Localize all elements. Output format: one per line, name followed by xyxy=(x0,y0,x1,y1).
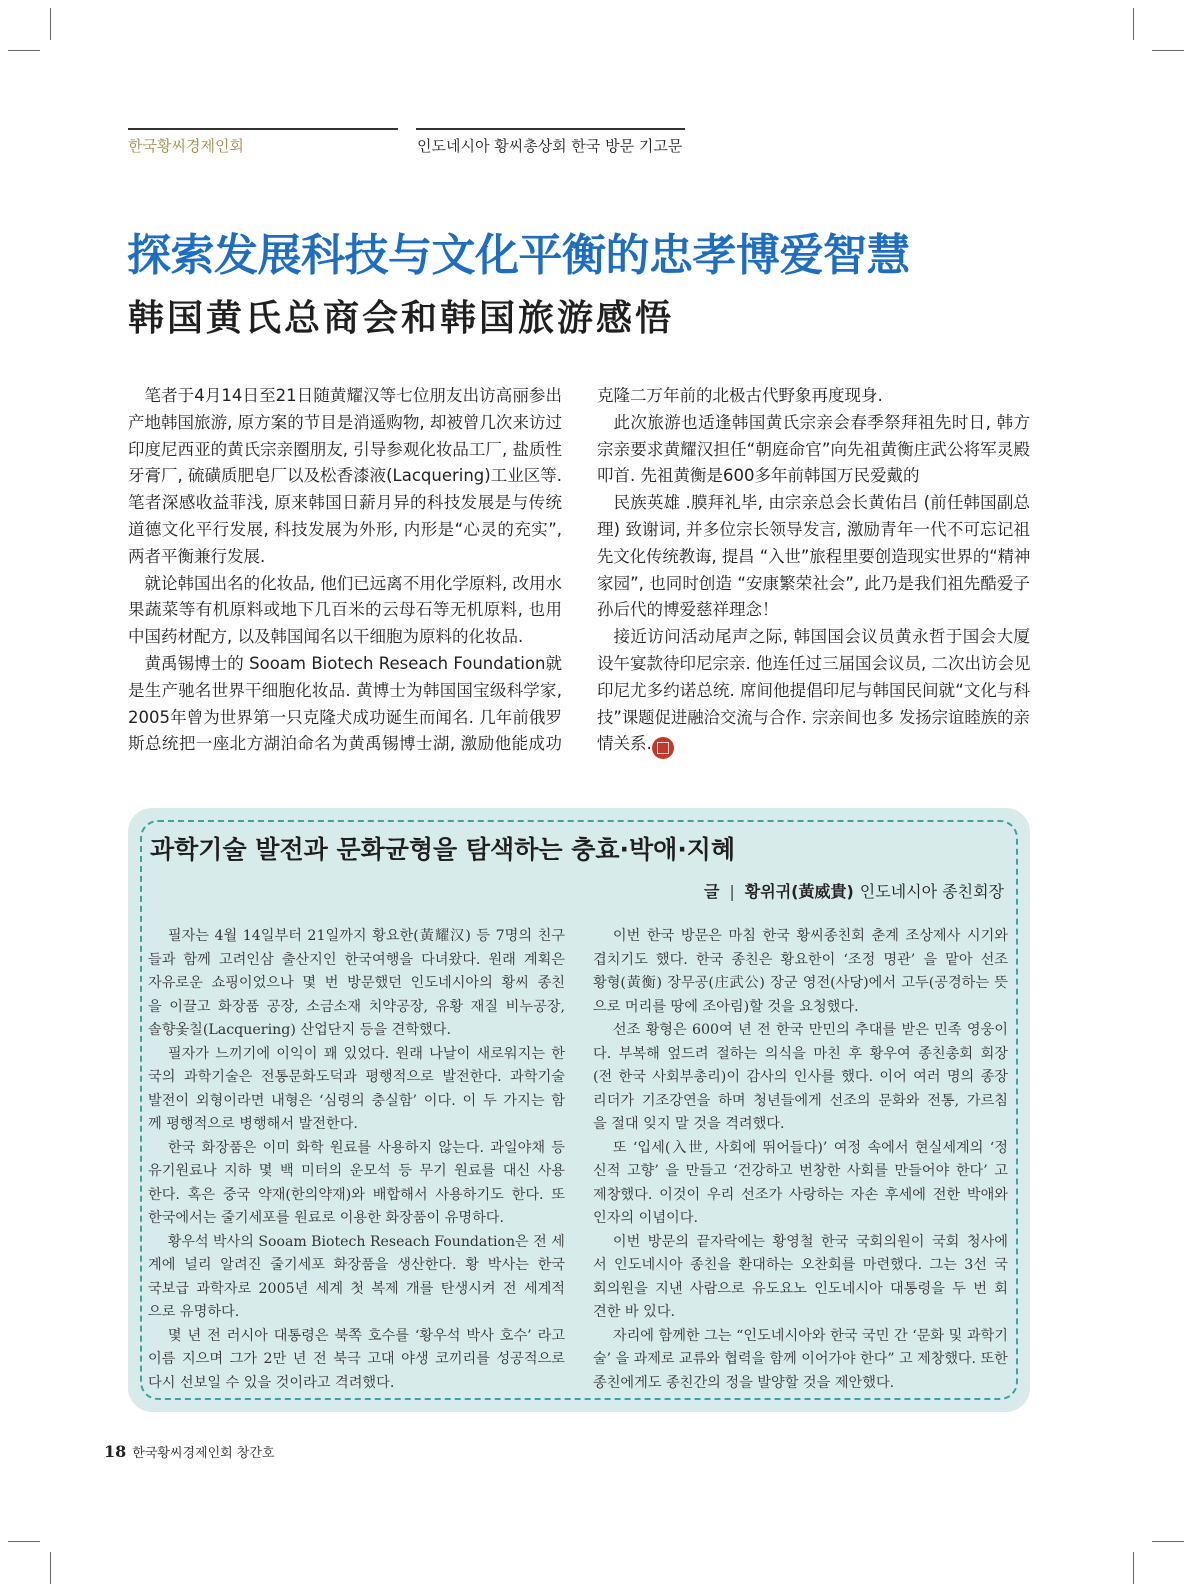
text-line: 종친에게도 종친간의 정을 발양할 것을 제안했다. xyxy=(593,1374,895,1391)
text-line: 就论韩国出名的化妆品, 他们已远离不用化学原料, 改用水 xyxy=(144,573,562,593)
page-footer xyxy=(104,1442,275,1464)
text-line: 또 ‘입세(入世, 사회에 뛰어들다)’ 여정 속에서 현실세계의 ‘정 xyxy=(612,1139,1008,1156)
text-line: 다. 부복해 엎드려 절하는 의식을 마친 후 황우여 종친총회 회장 xyxy=(593,1045,1008,1062)
crop-mark xyxy=(8,50,40,51)
text-line: 产地韩国旅游, 原方案的节目是消遥购物, 却被曾几次来访过 xyxy=(128,412,562,432)
byline-label: 글 xyxy=(703,882,720,901)
crop-mark xyxy=(50,1552,51,1584)
byline xyxy=(704,881,1004,903)
text-line: 견한 바 있다. xyxy=(593,1304,676,1320)
text-line: 이번 방문의 끝자락에는 황영철 한국 국회의원이 국회 청사에 xyxy=(612,1233,1008,1250)
paragraph xyxy=(148,1231,565,1325)
korean-column-left xyxy=(148,925,565,1395)
text-line: 印度尼西亚的黄氏宗亲圈朋友, 引导参观化妆品工厂, 盐质性 xyxy=(128,439,562,459)
text-line: 자유로운 쇼핑이었으나 몇 번 방문했던 인도네시아의 황씨 종친 xyxy=(148,975,565,991)
text-line: 인자의 이념이다. xyxy=(593,1210,698,1226)
publication-name: 한국황씨경제인회 창간호 xyxy=(132,1446,275,1461)
korean-title: 과학기술 발전과 문화균형을 탐색하는 충효·박애·지혜 xyxy=(150,835,736,864)
text-line: 몇 년 전 러시아 대통령은 북쪽 호수를 ‘황우석 박사 호수’ 라고 xyxy=(167,1327,565,1344)
text-line: 한국에서는 줄기세포를 원료로 이용한 화장품이 유명하다. xyxy=(148,1210,504,1226)
paragraph xyxy=(597,490,1030,624)
text-line: 两者平衡兼行发展. xyxy=(128,546,266,566)
text-line: (전 한국 사회부총리)이 감사의 인사를 했다. 이어 여러 명의 종장 xyxy=(593,1069,1008,1085)
text-line: 笔者深感收益菲浅, 原来韩国日薪月异的科技发展是与传统 xyxy=(128,493,562,513)
paragraph xyxy=(128,651,562,758)
text-line: 황형(黃衡) 장무공(庄武公) 장군 영전(사당)에서 고두(공경하는 뜻 xyxy=(593,975,1008,991)
text-line: 회의원을 지낸 사람으로 유도요노 인도네시아 대통령을 두 번 회 xyxy=(593,1280,1008,1297)
header-rule xyxy=(416,128,685,130)
text-line: 으로 유명하다. xyxy=(148,1304,240,1320)
paragraph xyxy=(593,1231,1008,1325)
text-line: 黄禹锡博士的 Sooam Biotech Reseach Foundation就 xyxy=(144,653,562,673)
text-line: 接近访问活动尾声之际, 韩国国会议员黄永哲于国会大厦 xyxy=(613,627,1030,647)
text-line: 先文化传统教诲, 提昌 “入世”旅程里要创造现实世界的“精神 xyxy=(597,546,1031,566)
text-line: 으로 머리를 땅에 조아림)할 것을 요청했다. xyxy=(593,998,859,1015)
text-line: 情关系. xyxy=(597,734,652,754)
text-line: 겹치기도 했다. 한국 종친은 황요한이 ‘조정 명관’ 을 맡아 선조 xyxy=(593,951,1008,968)
text-line: 계에 널리 알려진 줄기세포 화장품을 생산한다. 황 박사는 한국 xyxy=(148,1257,565,1273)
crop-mark xyxy=(50,8,51,40)
text-line: 2005年曾为世界第一只克隆犬成功诞生而闻名. 几年前俄罗 xyxy=(128,707,562,727)
text-line: 理) 致谢词, 并多位宗长领导发言, 激励青年一代不可忘记祖 xyxy=(597,519,1030,539)
text-line: 황우석 박사의 Sooam Biotech Reseach Foundation은 전 세 xyxy=(167,1233,565,1250)
paragraph xyxy=(597,410,1030,490)
text-line: 叩首. 先祖黄衡是600多年前韩国万民爱戴的 xyxy=(597,466,920,486)
text-line: 솔향옻칠(Lacquering) 산업단지 등을 견학했다. xyxy=(148,1022,451,1038)
text-line: 家园”, 也同时创造 “安康繁荣社会”, 此乃是我们祖先酷爱子 xyxy=(597,573,1030,593)
byline-author: 황위귀(黃威貴) xyxy=(744,882,854,901)
chinese-column-right xyxy=(597,383,1030,758)
paragraph xyxy=(128,383,562,571)
text-line: 技”课题促进融洽交流与合作. 宗亲间也多 发扬宗谊睦族的亲 xyxy=(597,707,1030,727)
seal-stamp-icon xyxy=(652,737,674,759)
paragraph xyxy=(148,1137,565,1231)
text-line: 을 이끌고 화장품 공장, 소금소재 치약공장, 유황 재질 비누공장, xyxy=(148,998,565,1015)
text-line: 中国药材配方, 以及韩国闻名以干细胞为原料的化妆品. xyxy=(128,627,524,647)
text-line: 孙后代的博爱慈祥理念！ xyxy=(597,600,779,620)
text-line: 克隆二万年前的北极古代野象再度现身. xyxy=(597,386,883,405)
text-line: 자리에 함께한 그는 “인도네시아와 한국 국민 간 ‘문화 및 과학기 xyxy=(612,1327,1008,1344)
paragraph xyxy=(597,383,1030,410)
text-line: 民族英雄 .膜拜礼毕, 由宗亲总会长黄佑吕 (前任韩国副总 xyxy=(613,493,1030,513)
text-line: 술’ 을 과제로 교류와 협력을 함께 이어가야 한다” 고 제창했다. 또한 xyxy=(593,1351,1008,1367)
article-type-label: 인도네시아 황씨총상회 한국 방문 기고문 xyxy=(417,137,683,155)
page-number: 18 xyxy=(104,1442,127,1461)
text-line: 제창했다. 이것이 우리 선조가 사랑하는 자손 후세에 전한 박애와 xyxy=(593,1186,1008,1203)
text-line: 필자는 4월 14일부터 21일까지 황요한(黃耀汉) 등 7명의 친구 xyxy=(167,928,565,944)
text-line: 유기원료나 지하 몇 백 미터의 운모석 등 무기 원료를 대신 사용 xyxy=(148,1163,565,1179)
text-line: 한다. 혹은 중국 약재(한의약재)와 배합해서 사용하기도 한다. 또 xyxy=(148,1186,565,1203)
text-line: 들과 함께 고려인삼 출산지인 한국여행을 다녀왔다. 원래 계획은 xyxy=(148,951,565,968)
crop-mark xyxy=(1133,1552,1134,1584)
text-line: 牙膏厂, 硫磺质肥皂厂以及松香漆液(Lacquering)工业区等. xyxy=(128,466,562,486)
paragraph xyxy=(593,1019,1008,1137)
korean-translation-box xyxy=(128,808,1030,1412)
korean-column-right xyxy=(593,925,1008,1395)
chinese-column-left xyxy=(128,383,562,758)
paragraph xyxy=(593,925,1008,1019)
paragraph xyxy=(593,1325,1008,1396)
section-label: 한국황씨경제인회 xyxy=(128,137,244,155)
text-line: 서 인도네시아 종친을 환대하는 오찬회를 마련했다. 그는 3선 국 xyxy=(593,1257,1008,1273)
crop-mark xyxy=(1133,8,1134,40)
text-line: 다시 선보일 수 있을 것이라고 격려했다. xyxy=(148,1374,395,1391)
text-line: 신적 고향’ 을 만들고 ‘건강하고 번창한 사회를 만들어야 한다’ 고 xyxy=(593,1163,1008,1179)
paragraph xyxy=(128,571,562,651)
article-title: 探索发展科技与文化平衡的忠孝博爱智慧 xyxy=(127,230,910,281)
paragraph xyxy=(593,1137,1008,1231)
text-line: 선조 황형은 600여 년 전 한국 만민의 추대를 받은 민족 영웅이 xyxy=(612,1022,1008,1038)
crop-mark xyxy=(1152,1541,1184,1542)
text-line: 果蔬菜等有机原料或地下几百米的云母石等无机原料, 也用 xyxy=(128,600,562,620)
text-line: 印尼尤多约诺总统. 席间他提倡印尼与韩国民间就“文化与科 xyxy=(597,680,1030,700)
article-subtitle: 韩国黄氏总商会和韩国旅游感悟 xyxy=(128,297,675,339)
header-rule xyxy=(128,128,398,130)
text-line: 발전이 외형이라면 내형은 ‘심령의 충실함’ 이다. 이 두 가지는 함 xyxy=(148,1092,565,1109)
text-line: 이름 지으며 그가 2만 년 전 북극 고대 야생 코끼리를 성공적으로 xyxy=(148,1351,565,1367)
text-line: 笔者于4月14日至21日随黄耀汉等七位朋友出访高丽参出 xyxy=(144,386,562,405)
text-line: 宗亲要求黄耀汉担任“朝庭命官”向先祖黄衡庄武公将军灵殿 xyxy=(597,439,1030,459)
paragraph xyxy=(148,1325,565,1396)
crop-mark xyxy=(1152,50,1184,51)
text-line: 한국 화장품은 이미 화학 원료를 사용하지 않는다. 과일야채 등 xyxy=(167,1139,565,1156)
text-line: 국의 과학기술은 전통문화도덕과 평행적으로 발전한다. 과학기술 xyxy=(148,1069,565,1085)
text-line: 设午宴款待印尼宗亲. 他连任过三届国会议员, 二次出访会见 xyxy=(597,653,1031,673)
text-line: 필자가 느끼기에 이익이 꽤 있었다. 원래 나날이 새로워지는 한 xyxy=(167,1045,565,1062)
paragraph xyxy=(148,1043,565,1137)
text-line: 리더가 기조강연을 하며 청년들에게 선조의 문화와 전통, 가르침 xyxy=(593,1092,1008,1109)
paragraph xyxy=(148,925,565,1043)
text-line: 국보급 과학자로 2005년 세계 첫 복제 개를 탄생시켜 전 세계적 xyxy=(148,1280,565,1297)
byline-position: 인도네시아 종친회장 xyxy=(859,882,1004,901)
text-line: 是生产驰名世界干细胞化妆品. 黄博士为韩国国宝级科学家, xyxy=(128,680,562,700)
text-line: 이번 한국 방문은 마침 한국 황씨종친회 춘계 조상제사 시기와 xyxy=(612,928,1008,944)
text-line: 斯总统把一座北方湖泊命名为黄禹锡博士湖, 激励他能成功 xyxy=(128,734,562,754)
byline-separator: | xyxy=(729,882,735,901)
text-line: 道德文化平行发展, 科技发展为外形, 内形是“心灵的充实”, xyxy=(128,519,562,539)
text-line: 此次旅游也适逢韩国黄氏宗亲会春季祭拜祖先时日, 韩方 xyxy=(613,412,1030,432)
crop-mark xyxy=(8,1541,40,1542)
text-line: 을 절대 잊지 말 것을 격려했다. xyxy=(593,1116,785,1132)
text-line: 께 평행적으로 병행해서 발전한다. xyxy=(148,1116,358,1132)
